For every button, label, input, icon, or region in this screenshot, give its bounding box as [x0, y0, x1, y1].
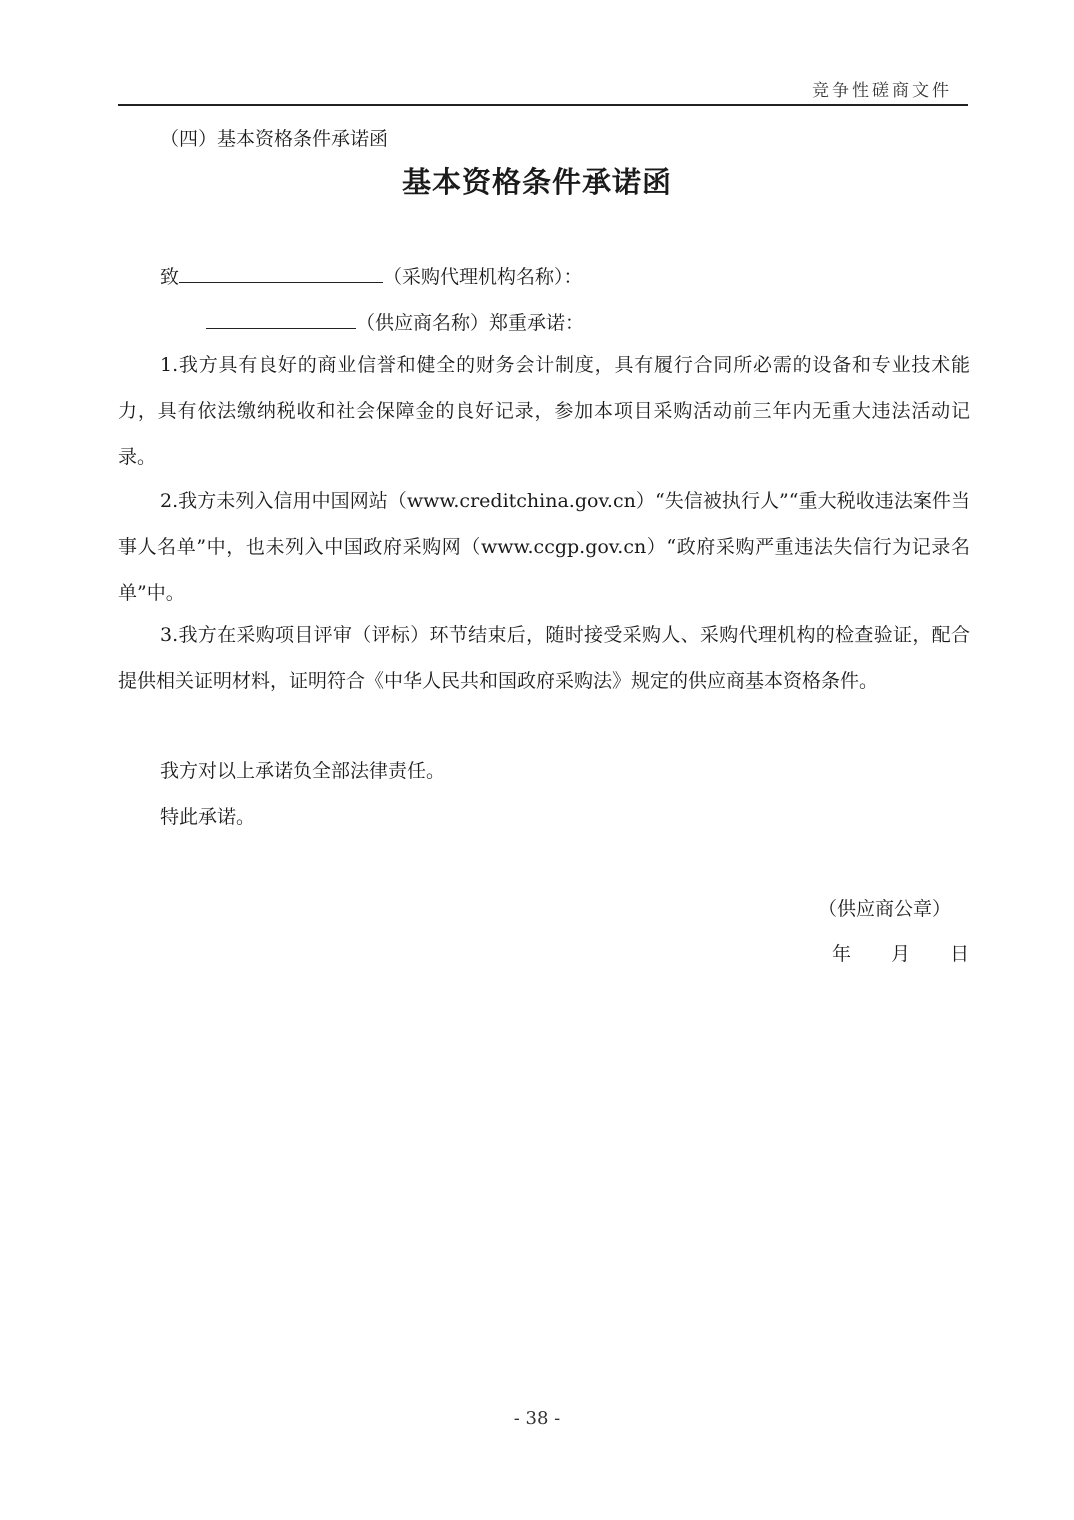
addressee-suffix: （采购代理机构名称）： — [383, 266, 583, 288]
document-header: 竞争性磋商文件 — [812, 81, 952, 101]
page-number: - 38 - — [513, 1408, 561, 1429]
date-year: 年 — [832, 943, 852, 965]
supplier-name-blank[interactable] — [206, 308, 356, 329]
commitment-paragraph-2: 2.我方未列入信用中国网站（www.creditchina.gov.cn）“失信被执行人”“重大税收违法案件当事人名单”中，也未列入中国政府采购网（www.ccgp.gov.cn）“政府采购严重违法失信行为记录名单”中。 — [118, 490, 970, 604]
page-title: 基本资格条件承诺函 — [401, 165, 672, 199]
header-divider — [118, 104, 968, 106]
supplier-suffix: （供应商名称）郑重承诺： — [356, 312, 585, 334]
addressee-prefix: 致 — [160, 266, 180, 288]
addressee-line — [160, 262, 583, 289]
liability-statement: 我方对以上承诺负全部法律责任。 — [160, 760, 446, 782]
section-heading: （四）基本资格条件承诺函 — [160, 128, 389, 150]
date-line — [832, 939, 969, 966]
supplier-line — [206, 308, 584, 335]
supplier-seal-label: （供应商公章） — [818, 898, 952, 920]
commitment-paragraph-3: 3.我方在采购项目评审（评标）环节结束后，随时接受采购人、采购代理机构的检查验证，配合提供相关证明材料，证明符合《中华人民共和国政府采购法》规定的供应商基本资格条件。 — [118, 624, 970, 692]
closing-statement: 特此承诺。 — [160, 806, 256, 828]
date-month: 月 — [891, 943, 911, 965]
agency-name-blank[interactable] — [179, 262, 383, 283]
date-day: 日 — [950, 943, 970, 965]
commitment-paragraph-1: 1.我方具有良好的商业信誉和健全的财务会计制度，具有履行合同所必需的设备和专业技术能力，具有依法缴纳税收和社会保障金的良好记录，参加本项目采购活动前三年内无重大违法活动记录。 — [118, 354, 970, 468]
